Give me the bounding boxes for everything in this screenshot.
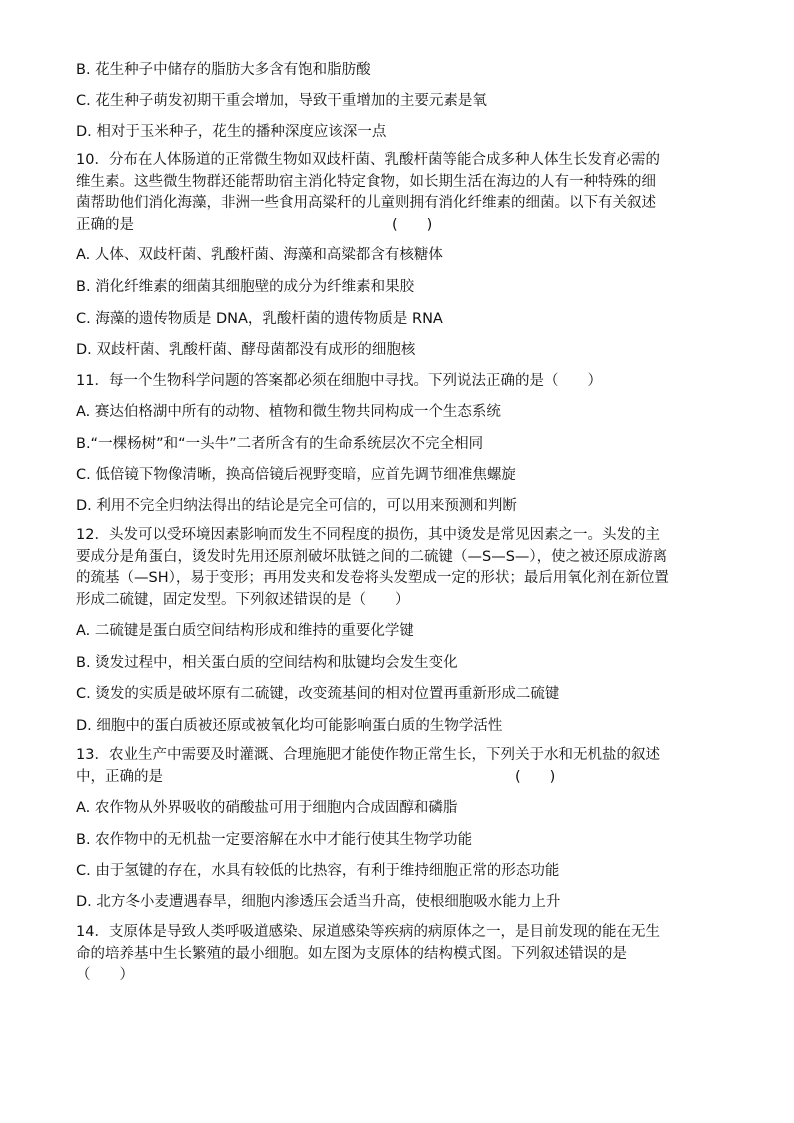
- q10-stem: [76, 150, 722, 236]
- q14-stem-line: 命的培养基中生长繁殖的最小细胞。如左图为支原体的结构模式图。下列叙述错误的是: [76, 945, 627, 962]
- q11-option-a: A. 赛达伯格湖中所有的动物、植物和微生物共同构成一个生态系统: [76, 404, 501, 420]
- q13-answer-bracket: ( ): [515, 768, 556, 785]
- q9-option-d: D. 相对于玉米种子，花生的播种深度应该深一点: [76, 124, 387, 140]
- q10-stem-line: 菌帮助他们消化海藻，非洲一些食用高粱秆的儿童则拥有消化纤维素的细菌。以下有关叙述: [76, 195, 656, 211]
- q9-option-c: C. 花生种子萌发初期干重会增加，导致干重增加的主要元素是氧: [76, 93, 487, 109]
- q11-option-d: D. 利用不完全归纳法得出的结论是完全可信的，可以用来预测和判断: [76, 498, 517, 514]
- q12-option-d: D. 细胞中的蛋白质被还原或被氧化均可能影响蛋白质的生物学活性: [76, 718, 503, 734]
- q10-option-a: A. 人体、双歧杆菌、乳酸杆菌、海藻和高粱都含有核糖体: [76, 247, 443, 263]
- q13-option-a: A. 农作物从外界吸收的硝酸盐可用于细胞内合成固醇和磷脂: [76, 800, 458, 816]
- q13-option-c: C. 由于氢键的存在，水具有较低的比热容，有利于维持细胞正常的形态功能: [76, 863, 560, 879]
- q12-stem-line: 的巯基（—SH），易于变形；再用发夹和发卷将头发塑成一定的形状；最后用氧化剂在新位置: [76, 570, 669, 586]
- q10-option-d: D. 双歧杆菌、乳酸杆菌、酵母菌都没有成形的细胞核: [76, 342, 416, 358]
- q9-option-b: B. 花生种子中储存的脂肪大多含有饱和脂肪酸: [76, 62, 371, 78]
- q12-stem-line: 要成分是角蛋白，烫发时先用还原剂破坏肽链之间的二硫键（—S—S—），使之被还原成游离: [76, 548, 668, 565]
- q13-stem: [76, 745, 722, 788]
- q10-option-b: B. 消化纤维素的细菌其细胞壁的成分为纤维素和果胶: [76, 279, 415, 295]
- q10-answer-bracket: ( ): [392, 216, 433, 233]
- q14-stem: [76, 922, 722, 987]
- q13-stem-line: 13．农业生产中需要及时灌溉、合理施肥才能使作物正常生长，下列关于水和无机盐的叙述: [76, 747, 660, 763]
- q10-stem-line: [76, 215, 722, 237]
- q13-option-d: D. 北方冬小麦遭遇春旱，细胞内渗透压会适当升高，使根细胞吸水能力上升: [76, 894, 561, 910]
- q11-option-c: C. 低倍镜下物像清晰，换高倍镜后视野变暗，应首先调节细准焦螺旋: [76, 467, 516, 483]
- q11-stem: 11．每一个生物科学问题的答案都必须在细胞中寻找。下列说法正确的是（ ）: [76, 373, 602, 389]
- q10-stem-line: 维生素。这些微生物群还能帮助宿主消化特定食物，如长期生活在海边的人有一种特殊的细: [76, 173, 656, 190]
- q12-option-c: C. 烫发的实质是破坏原有二硫键，改变巯基间的相对位置再重新形成二硫键: [76, 686, 560, 702]
- q14-stem-line: 14．支原体是导致人类呼吸道感染、尿道感染等疾病的病原体之一，是目前发现的能在无生: [76, 924, 660, 940]
- q11-option-b: B.“一棵杨树”和“一头牛”二者所含有的生命系统层次不完全相同: [76, 436, 484, 452]
- q12-stem-line: 形成二硫键，固定发型。下列叙述错误的是（ ）: [76, 591, 410, 608]
- q10-stem-line: 10．分布在人体肠道的正常微生物如双歧杆菌、乳酸杆菌等能合成多种人体生长发育必需的: [76, 152, 660, 168]
- q14-stem-line: （ ）: [76, 967, 134, 983]
- q12-option-b: B. 烫发过程中，相关蛋白质的空间结构和肽键均会发生变化: [76, 655, 458, 671]
- q13-stem-last: 中，正确的是: [76, 768, 163, 785]
- q10-stem-last: 正确的是: [76, 216, 134, 233]
- q10-option-c: C. 海藻的遗传物质是 DNA，乳酸杆菌的遗传物质是 RNA: [76, 311, 443, 327]
- q13-option-b: B. 农作物中的无机盐一定要溶解在水中才能行使其生物学功能: [76, 832, 473, 848]
- q12-option-a: A. 二硫键是蛋白质空间结构形成和维持的重要化学键: [76, 623, 414, 639]
- q12-stem: [76, 525, 722, 611]
- q12-stem-line: 12．头发可以受环境因素影响而发生不同程度的损伤，其中烫发是常见因素之一。头发的主: [76, 527, 660, 543]
- q13-stem-line: [76, 767, 722, 789]
